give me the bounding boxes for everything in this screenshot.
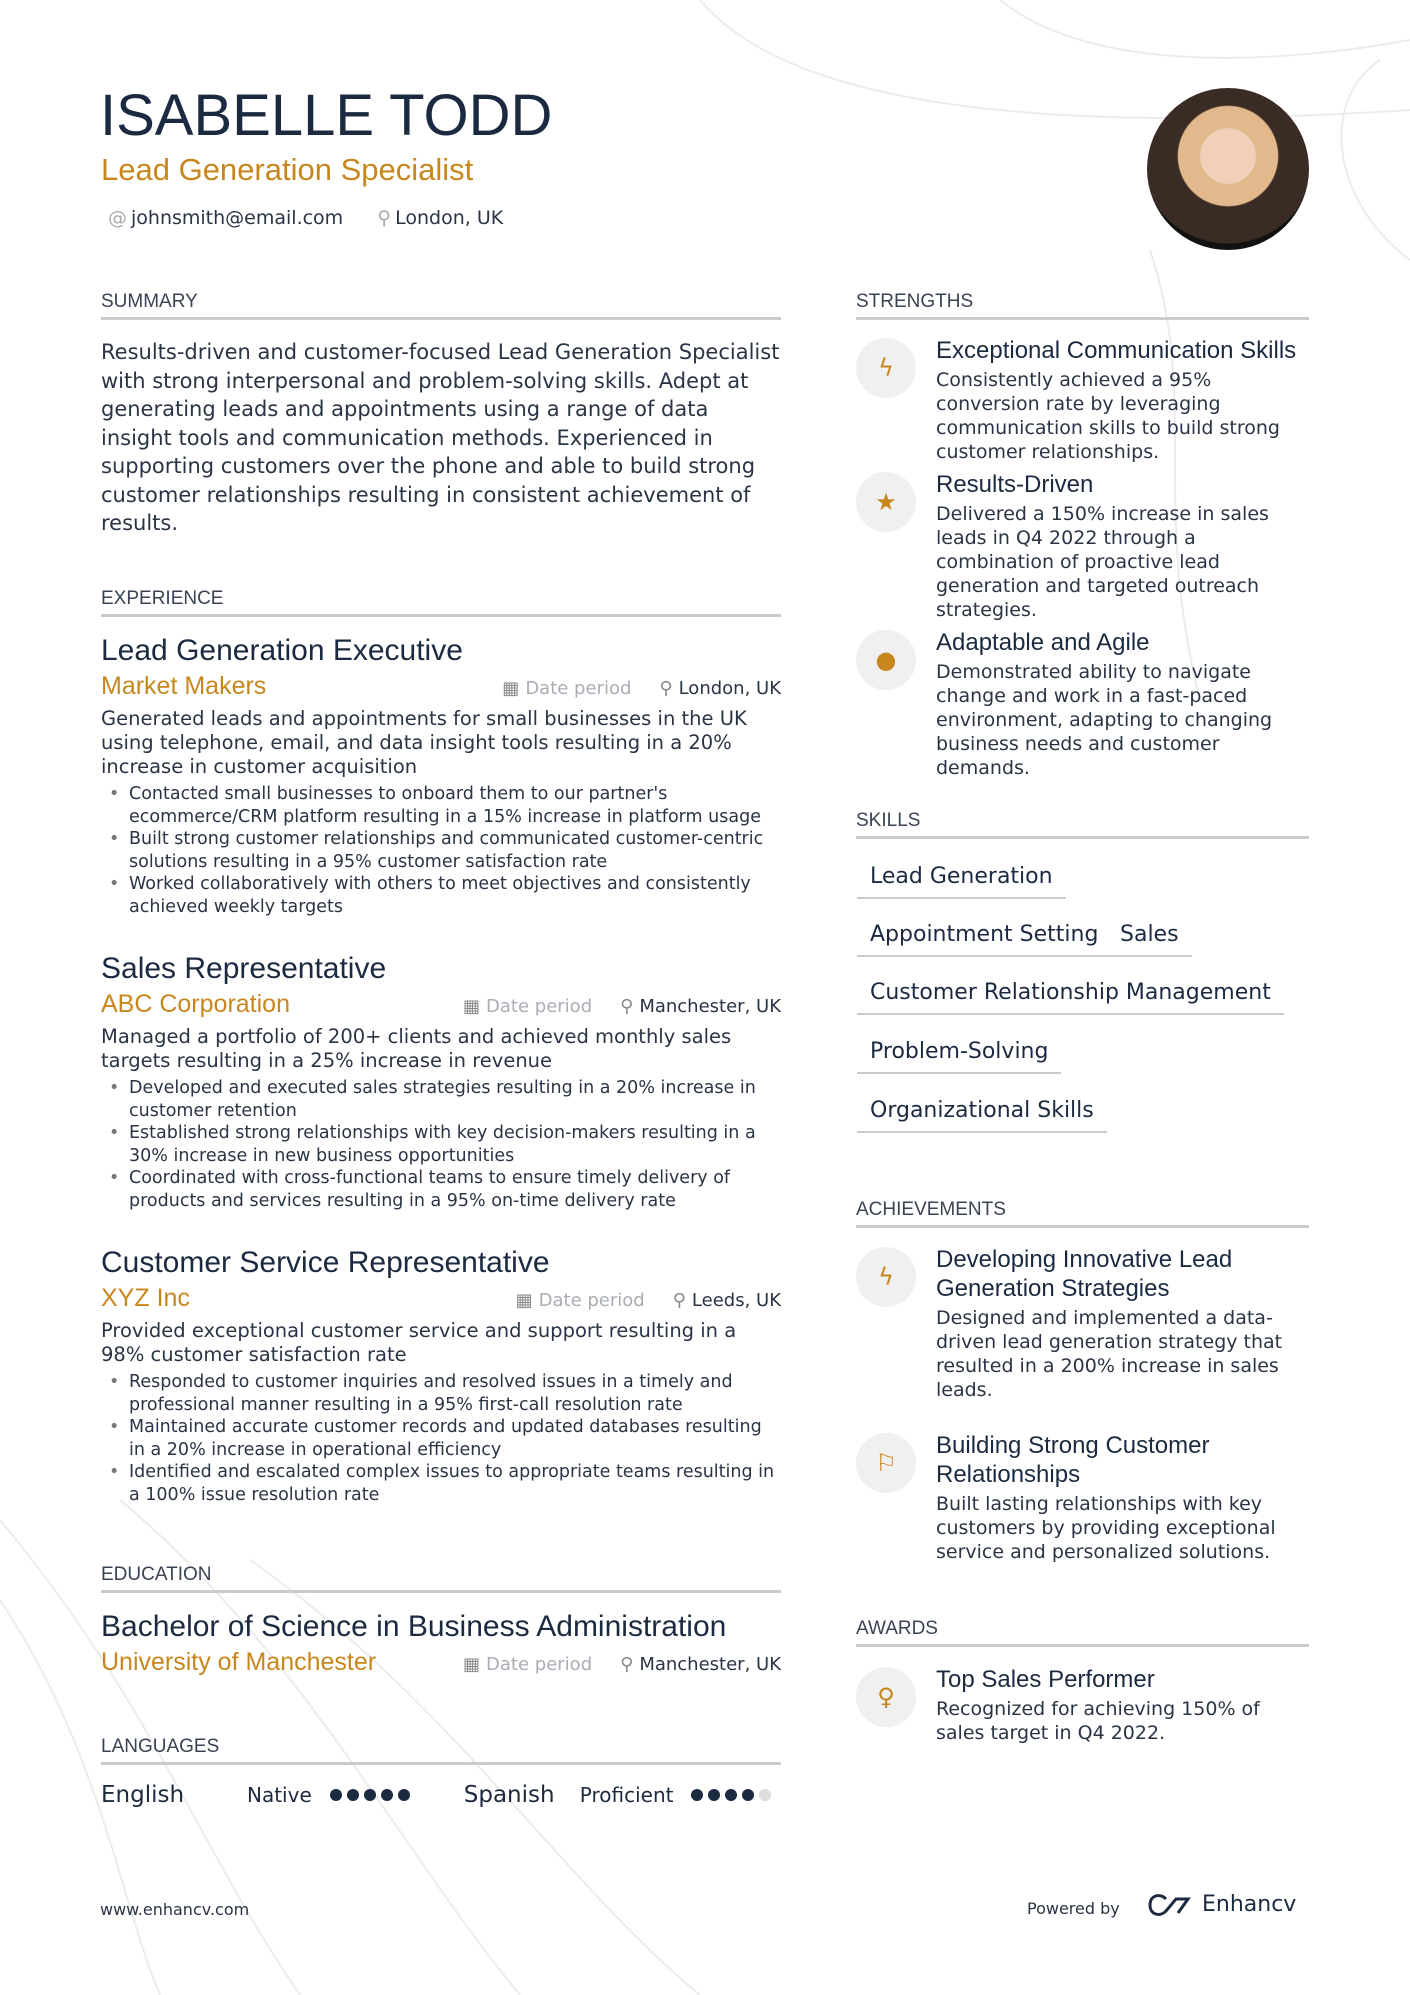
strength-desc: Consistently achieved a 95% conversion rate by leveraging communication skills to build strong customer relationships. [936, 369, 1280, 463]
experience-item [101, 1246, 781, 1506]
section-header-skills: SKILLS [856, 810, 1309, 839]
rating-dot-empty [759, 1789, 771, 1801]
education-item [101, 1610, 781, 1677]
experience-item [101, 634, 781, 918]
award-title: Top Sales Performer [936, 1666, 1155, 1693]
bullet: • Contacted small businesses to onboard them to our partner's ecommerce/CRM platform resulting in a 15% increase in platform usage [101, 783, 781, 828]
rating-dot [381, 1789, 393, 1801]
school: University of Manchester [101, 1648, 377, 1676]
language-name: Spanish [463, 1782, 555, 1808]
skill-tag: Sales [1107, 922, 1192, 957]
rating-dot [691, 1789, 703, 1801]
bullet: • Built strong customer relationships and communicated customer-centric solutions resulting in a 95% customer satisfaction rate [101, 828, 781, 873]
skill-tag: Organizational Skills [857, 1098, 1107, 1133]
language-level: Native [247, 1783, 312, 1807]
skill-tag: Customer Relationship Management [857, 980, 1284, 1015]
profile-photo [1147, 88, 1309, 250]
rating-dot [364, 1789, 376, 1801]
summary-text: Results-driven and customer-focused Lead Generation Specialist with strong interpersonal and problem-solving skills. Adept at generating leads and appointments using a range of data insight tools and communication methods. Experienced in supporting customers over the phone and able to build strong customer relationships resulting in consistent achievement of results. [101, 340, 780, 535]
date-period: Date period [525, 678, 632, 699]
job-location: Manchester, UK [639, 996, 781, 1017]
strength-title: Exceptional Communication Skills [936, 337, 1297, 364]
language-rating [330, 1789, 410, 1801]
date-period: Date period [486, 1654, 593, 1675]
school-location: Manchester, UK [639, 1654, 781, 1675]
section-header-experience: EXPERIENCE [101, 588, 781, 617]
company: Market Makers [101, 672, 267, 700]
bullet: • Developed and executed sales strategies resulting in a 20% increase in customer retention [101, 1077, 781, 1122]
bolt-icon: ϟ [856, 338, 916, 398]
achievement-item [856, 1245, 1309, 1402]
job-title: Lead Generation Executive [101, 634, 463, 667]
contact-info [108, 207, 503, 229]
candidate-name: ISABELLE TODD [100, 83, 553, 148]
language-level: Proficient [579, 1783, 674, 1807]
location-pin-icon: ⚲ [620, 1654, 634, 1675]
email[interactable]: johnsmith@email.com [131, 207, 344, 229]
rating-dot [742, 1789, 754, 1801]
flag-icon: ⚐ [856, 1433, 916, 1493]
job-description: Provided exceptional customer service and support resulting in a 98% customer satisfaction rate [101, 1319, 737, 1366]
section-header-achievements: ACHIEVEMENTS [856, 1199, 1309, 1228]
strength-desc: Demonstrated ability to navigate change and work in a fast-paced environment, adapting to changing business needs and customer demands. [936, 661, 1273, 779]
calendar-icon: ▦ [463, 1654, 481, 1675]
section-header-strengths: STRENGTHS [856, 291, 1309, 320]
degree: Bachelor of Science in Business Administration [101, 1610, 727, 1643]
rating-dot [725, 1789, 737, 1801]
award-desc: Recognized for achieving 150% of sales target in Q4 2022. [936, 1698, 1260, 1744]
language-name: English [101, 1782, 185, 1808]
skill-tag: Problem-Solving [857, 1039, 1061, 1074]
location-pin-icon: ⚲ [620, 996, 634, 1017]
job-description: Generated leads and appointments for small businesses in the UK using telephone, email, and data insight tools resulting in a 20% increase in customer acquisition [101, 707, 747, 778]
language-rating [691, 1789, 771, 1801]
bullet: • Coordinated with cross-functional teams to ensure timely delivery of products and services resulting in a 95% on-time delivery rate [101, 1167, 781, 1212]
location-pin-icon: ⚲ [672, 1290, 686, 1311]
section-header-summary: SUMMARY [101, 291, 781, 320]
job-description: Managed a portfolio of 200+ clients and achieved monthly sales targets resulting in a 25% increase in revenue [101, 1025, 732, 1072]
strength-title: Results-Driven [936, 471, 1094, 498]
strength-item [856, 336, 1309, 464]
job-location: Leeds, UK [691, 1290, 781, 1311]
brain-icon: ● [856, 630, 916, 690]
location-pin-icon: ⚲ [377, 207, 392, 229]
strength-title: Adaptable and Agile [936, 629, 1150, 656]
achievement-title: Developing Innovative Lead Generation Strategies [936, 1246, 1233, 1302]
star-icon: ★ [856, 472, 916, 532]
location: London, UK [395, 207, 504, 229]
section-header-education: EDUCATION [101, 1564, 781, 1593]
brand-name: Enhancv [1202, 1892, 1297, 1917]
bullet: • Maintained accurate customer records and updated databases resulting in a 20% increase in operational efficiency [101, 1416, 781, 1461]
calendar-icon: ▦ [502, 678, 520, 699]
strength-item [856, 470, 1309, 622]
achievement-desc: Built lasting relationships with key customers by providing exceptional service and personalized solutions. [936, 1493, 1276, 1563]
job-title: Sales Representative [101, 952, 387, 985]
skill-tag: Lead Generation [857, 864, 1066, 899]
rating-dot [708, 1789, 720, 1801]
company: XYZ Inc [101, 1284, 190, 1312]
location-pin-icon: ⚲ [659, 678, 673, 699]
candidate-title: Lead Generation Specialist [101, 152, 474, 187]
enhancv-logo[interactable] [1146, 1892, 1296, 1917]
experience-item [101, 952, 781, 1212]
rating-dot [398, 1789, 410, 1801]
at-icon: @ [108, 207, 127, 229]
bullet: • Worked collaboratively with others to meet objectives and consistently achieved weekly targets [101, 873, 781, 918]
achievement-desc: Designed and implemented a data-driven lead generation strategy that resulted in a 200% increase in sales leads. [936, 1307, 1283, 1401]
calendar-icon: ▦ [463, 996, 481, 1017]
strength-item [856, 628, 1309, 780]
job-location: London, UK [678, 678, 781, 699]
lightbulb-icon: ♀ [856, 1667, 916, 1727]
achievement-title: Building Strong Customer Relationships [936, 1432, 1210, 1488]
bullet: • Established strong relationships with key decision-makers resulting in a 30% increase in new business opportunities [101, 1122, 781, 1167]
company: ABC Corporation [101, 990, 290, 1018]
website-link[interactable]: www.enhancv.com [100, 1900, 250, 1919]
rating-dot [330, 1789, 342, 1801]
skill-tag: Appointment Setting [857, 922, 1111, 957]
section-header-awards: AWARDS [856, 1618, 1309, 1647]
rating-dot [347, 1789, 359, 1801]
bullet: • Identified and escalated complex issues to appropriate teams resulting in a 100% issue resolution rate [101, 1461, 781, 1506]
award-item [856, 1665, 1309, 1745]
job-title: Customer Service Representative [101, 1246, 550, 1279]
achievement-item [856, 1431, 1309, 1564]
date-period: Date period [486, 996, 593, 1017]
section-header-languages: LANGUAGES [101, 1736, 781, 1765]
date-period: Date period [538, 1290, 645, 1311]
enhancv-logo-icon [1146, 1893, 1192, 1917]
languages-row [101, 1782, 781, 1808]
strength-desc: Delivered a 150% increase in sales leads in Q4 2022 through a combination of proactive lead generation and targeted outreach strategies. [936, 503, 1269, 621]
bolt-icon: ϟ [856, 1247, 916, 1307]
calendar-icon: ▦ [515, 1290, 533, 1311]
powered-by-label: Powered by [1027, 1899, 1120, 1918]
bullet: • Responded to customer inquiries and resolved issues in a timely and professional manner resulting in a 95% first-call resolution rate [101, 1371, 781, 1416]
